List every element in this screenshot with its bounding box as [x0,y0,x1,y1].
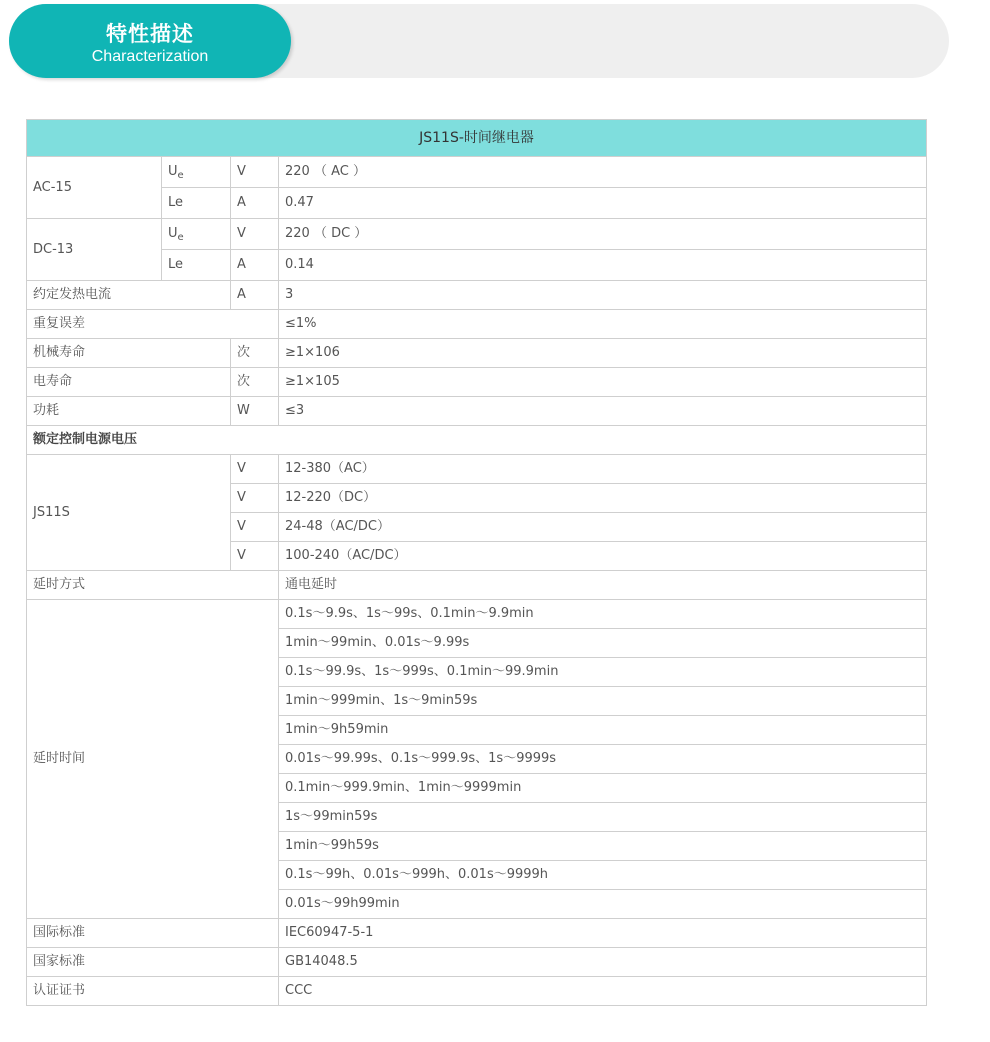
ue-main: U [168,226,178,241]
value-cell: 1min～99h59s [279,832,927,861]
value-cell: 1s～99min59s [279,803,927,832]
table-row [27,397,927,426]
row-label: 约定发热电流 [27,281,231,310]
value-cell: 220 （ AC ） [279,157,927,188]
value-cell: IEC60947-5-1 [279,919,927,948]
row-label: 国家标准 [27,948,279,977]
value-cell: 12-220（DC） [279,484,927,513]
value-cell: 0.47 [279,188,927,219]
table-row [27,919,927,948]
value-cell: 220 （ DC ） [279,219,927,250]
section-title-pill [9,4,291,78]
unit-cell: V [231,542,279,571]
unit-cell: V [231,513,279,542]
table-row [27,977,927,1006]
unit-cell: A [231,281,279,310]
table-row [27,219,927,250]
table-row [27,339,927,368]
value-cell: 1min～9h59min [279,716,927,745]
value-cell: ≤1% [279,310,927,339]
unit-cell: A [231,250,279,281]
ue-label [162,157,231,188]
ue-main: U [168,164,178,179]
row-label: 电寿命 [27,368,231,397]
value-cell: 0.1min～999.9min、1min～9999min [279,774,927,803]
row-label: 机械寿命 [27,339,231,368]
table-row [27,426,927,455]
value-cell: 12-380（AC） [279,455,927,484]
value-cell: 0.01s～99.99s、0.1s～999.9s、1s～9999s [279,745,927,774]
row-label: 延时方式 [27,571,279,600]
unit-cell: W [231,397,279,426]
value-cell: 24-48（AC/DC） [279,513,927,542]
value-cell: 3 [279,281,927,310]
value-cell: 0.1s～9.9s、1s～99s、0.1min～9.9min [279,600,927,629]
table-row [27,310,927,339]
table-row [27,250,927,281]
value-cell: 通电延时 [279,571,927,600]
value-cell: 1min～99min、0.01s～9.99s [279,629,927,658]
section-subtitle: Characterization [91,48,209,65]
dc13-label: DC-13 [27,219,162,281]
ue-label [162,219,231,250]
table-row [27,188,927,219]
unit-cell: A [231,188,279,219]
value-cell: 0.01s～99h99min [279,890,927,919]
le-label: Le [162,188,231,219]
unit-cell: V [231,484,279,513]
unit-cell: 次 [231,368,279,397]
table-row [27,281,927,310]
ue-sub: e [177,170,184,181]
unit-cell: 次 [231,339,279,368]
ac15-label: AC-15 [27,157,162,219]
js11s-label: JS11S [27,455,231,571]
value-cell: 100-240（AC/DC） [279,542,927,571]
value-cell: ≤3 [279,397,927,426]
delay-time-label: 延时时间 [27,600,279,919]
table-row [27,600,927,629]
row-label: 国际标准 [27,919,279,948]
table-row [27,368,927,397]
table-row [27,157,927,188]
unit-cell: V [231,157,279,188]
table-title-row [27,120,927,157]
value-cell: 0.1s～99.9s、1s～999s、0.1min～99.9min [279,658,927,687]
value-cell: 0.1s～99h、0.01s～999h、0.01s～9999h [279,861,927,890]
spec-table [26,119,927,1006]
value-cell: 0.14 [279,250,927,281]
value-cell: CCC [279,977,927,1006]
ue-sub: e [177,232,184,243]
value-cell: ≥1×106 [279,339,927,368]
value-cell: GB14048.5 [279,948,927,977]
row-label: 认证证书 [27,977,279,1006]
table-row [27,571,927,600]
section-title: 特性描述 [106,22,194,46]
value-cell: ≥1×105 [279,368,927,397]
table-title: JS11S-时间继电器 [27,120,927,157]
control-voltage-heading: 额定控制电源电压 [27,426,927,455]
row-label: 重复误差 [27,310,279,339]
table-row [27,455,927,484]
table-row [27,948,927,977]
row-label: 功耗 [27,397,231,426]
unit-cell: V [231,219,279,250]
value-cell: 1min～999min、1s～9min59s [279,687,927,716]
unit-cell: V [231,455,279,484]
le-label: Le [162,250,231,281]
